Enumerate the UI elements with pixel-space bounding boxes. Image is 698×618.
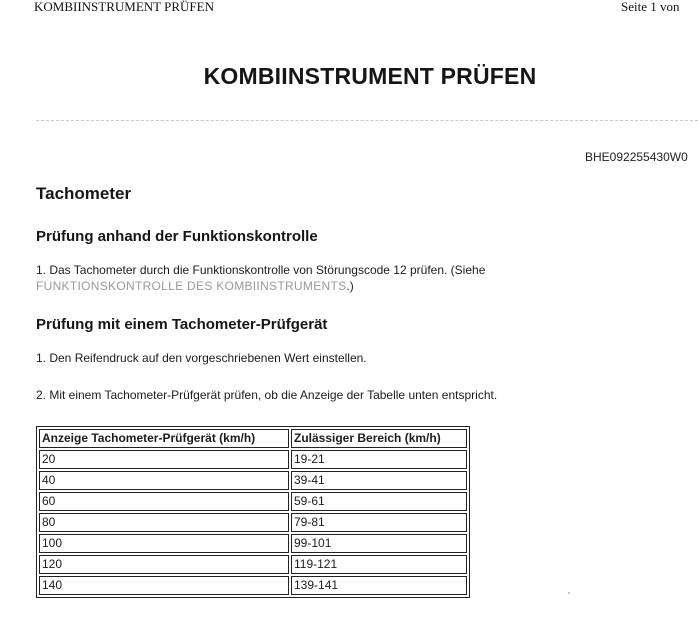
column-header-tester-reading: Anzeige Tachometer-Prüfgerät (km/h) xyxy=(39,429,289,448)
print-header-page-number: Seite 1 von xyxy=(621,0,680,14)
table-cell-tester-reading: 20 xyxy=(39,450,289,469)
title-divider xyxy=(36,120,698,121)
table-cell-allowed-range: 139-141 xyxy=(291,576,467,595)
speed-tolerance-table xyxy=(36,426,470,598)
table-cell-allowed-range: 79-81 xyxy=(291,513,467,532)
table-row xyxy=(39,513,467,532)
scan-speck xyxy=(568,592,570,594)
subsection-heading-tester-check: Prüfung mit einem Tachometer-Prüfgerät xyxy=(36,316,328,333)
table-header-row xyxy=(39,429,467,448)
column-header-allowed-range: Zulässiger Bereich (km/h) xyxy=(291,429,467,448)
step-tester-compare: 2. Mit einem Tachometer-Prüfgerät prüfen, ob die Anzeige der Tabelle unten entspricht. xyxy=(36,388,498,402)
step-function-check-tail: .) xyxy=(346,279,354,293)
table-row xyxy=(39,534,467,553)
table-cell-tester-reading: 140 xyxy=(39,576,289,595)
print-header xyxy=(0,0,698,18)
table-cell-tester-reading: 80 xyxy=(39,513,289,532)
table-cell-allowed-range: 99-101 xyxy=(291,534,467,553)
crossref-link-function-check[interactable]: FUNKTIONSKONTROLLE DES KOMBIINSTRUMENTS xyxy=(36,279,347,293)
table-cell-tester-reading: 60 xyxy=(39,492,289,511)
print-header-title: KOMBIINSTRUMENT PRÜFEN xyxy=(34,0,214,14)
table-cell-allowed-range: 19-21 xyxy=(291,450,467,469)
step-tire-pressure: 1. Den Reifendruck auf den vorgeschriebenen Wert einstellen. xyxy=(36,351,367,365)
table-cell-tester-reading: 40 xyxy=(39,471,289,490)
table-cell-allowed-range: 119-121 xyxy=(291,555,467,574)
table-row xyxy=(39,471,467,490)
step-function-check xyxy=(36,262,485,294)
table-cell-tester-reading: 100 xyxy=(39,534,289,553)
table-row xyxy=(39,555,467,574)
document-code: BHE092255430W0 xyxy=(585,150,688,164)
table-row xyxy=(39,492,467,511)
table-cell-tester-reading: 120 xyxy=(39,555,289,574)
page-title: KOMBIINSTRUMENT PRÜFEN xyxy=(203,63,537,89)
table-row xyxy=(39,576,467,595)
section-heading-tachometer: Tachometer xyxy=(36,184,132,203)
step-function-check-text: 1. Das Tachometer durch die Funktionskontrolle von Störungscode 12 prüfen. (Siehe xyxy=(36,263,486,277)
table-cell-allowed-range: 39-41 xyxy=(291,471,467,490)
table-row xyxy=(39,450,467,469)
table-cell-allowed-range: 59-61 xyxy=(291,492,467,511)
subsection-heading-function-check: Prüfung anhand der Funktionskontrolle xyxy=(36,228,318,245)
